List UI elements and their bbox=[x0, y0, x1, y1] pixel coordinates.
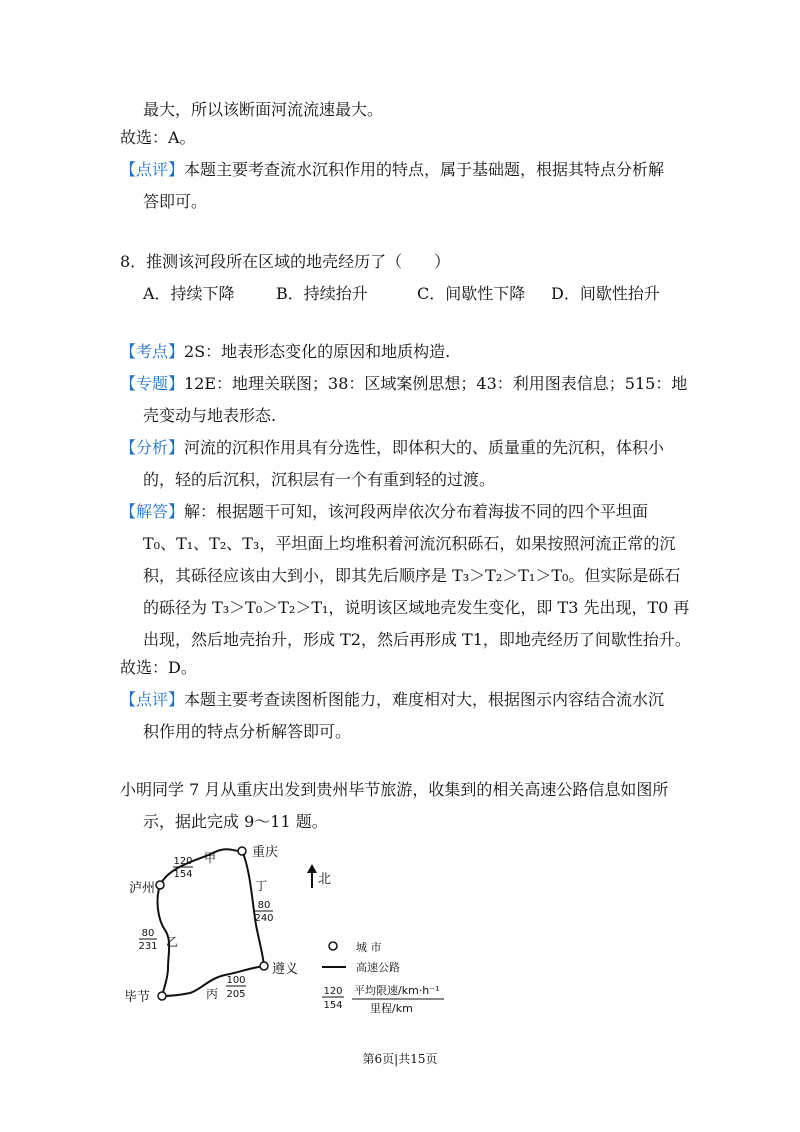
highway-ding bbox=[242, 851, 264, 966]
fenxi-cont: 的，轻的后沉积，沉积层有一个有重到轻的过渡。 bbox=[143, 470, 496, 489]
dianping-cont: 积作用的特点分析解答即可。 bbox=[143, 722, 352, 741]
fenxi-text: 河流的沉积作用具有分选性，即体积大的、质量重的先沉积，体积小 bbox=[184, 438, 665, 457]
comment-text: 本题主要考查流水沉积作用的特点，属于基础题，根据其特点分析解 bbox=[184, 160, 665, 179]
intro-line: 小明同学 7 月从重庆出发到贵州毕节旅游，收集到的相关高速公路信息如图所 bbox=[120, 780, 669, 799]
jieda-text: 解：根据题干可知，该河段两岸依次分布着海拔不同的四个平坦面 bbox=[184, 502, 649, 521]
zhuanti-text: 12E：地理关联图；38：区域案例思想；43：利用图表信息；515：地 bbox=[184, 374, 688, 393]
jia-dist: 154 bbox=[173, 869, 193, 880]
q8-stem: 8．推测该河段所在区域的地壳经历了（ ） bbox=[120, 252, 451, 271]
legend-distance-label: 里程/km bbox=[370, 1002, 413, 1015]
jieda-tag: 【解答】 bbox=[120, 502, 185, 521]
segment-bing-label: 丙 bbox=[206, 987, 219, 1001]
jieda-line4: 的砾径为 T₃＞T₀＞T₂＞T₁，说明该区域地壳发生变化，即 T3 先出现，T0 再 bbox=[143, 598, 690, 617]
segment-ding-label: 丁 bbox=[255, 879, 268, 893]
city-bijie-marker bbox=[158, 992, 166, 1000]
legend-highway-label: 高速公路 bbox=[356, 961, 400, 974]
ding-dist: 240 bbox=[254, 913, 274, 924]
segment-yi-label: 乙 bbox=[166, 935, 179, 949]
city-chongqing-label: 重庆 bbox=[252, 845, 279, 860]
kaodian-text: 2S：地表形态变化的原因和地质构造. bbox=[184, 342, 451, 361]
ding-speed: 80 bbox=[257, 900, 271, 911]
jia-speed: 120 bbox=[173, 856, 193, 867]
highway-bing bbox=[162, 966, 264, 996]
q8-answer: 故选：D。 bbox=[120, 658, 197, 677]
prev-comment bbox=[120, 160, 664, 180]
jieda-line3: 积，其砾径应该由大到小，即其先后顺序是 T₃＞T₂＞T₁＞T₀。但实际是砾石 bbox=[143, 566, 681, 585]
north-arrow-icon bbox=[307, 864, 317, 888]
q8-option-a: A．持续下降 bbox=[143, 284, 235, 303]
yi-dist: 231 bbox=[138, 941, 158, 952]
jieda-line5: 出现，然后地壳抬升，形成 T2，然后再形成 T1，即地壳经历了间歇性抬升。 bbox=[143, 630, 691, 649]
highway-jia bbox=[160, 849, 242, 885]
north-label: 北 bbox=[318, 872, 332, 887]
dianping bbox=[120, 690, 664, 710]
bing-speed: 100 bbox=[226, 975, 246, 986]
dianping-tag: 【点评】 bbox=[120, 690, 185, 709]
legend-example-speed: 120 bbox=[323, 986, 343, 997]
zhuanti-tag: 【专题】 bbox=[120, 374, 185, 393]
city-chongqing-marker bbox=[238, 847, 246, 855]
city-luzhou-label: 泸州 bbox=[129, 881, 156, 896]
comment-tag: 【点评】 bbox=[120, 160, 185, 179]
legend-city-label: 城 市 bbox=[356, 941, 382, 954]
segment-jia-label: 甲 bbox=[204, 851, 217, 865]
q8-option-c: C．间歇性下降 bbox=[417, 284, 526, 303]
legend-example-dist: 154 bbox=[323, 1000, 343, 1011]
zhuanti-cont: 壳变动与地表形态. bbox=[143, 406, 277, 425]
page-footer: 第6页|共15页 bbox=[362, 1052, 438, 1066]
legend-city-icon bbox=[329, 942, 337, 950]
jieda-line2: T₀、T₁、T₂、T₃，平坦面上均堆积着河流沉积砾石，如果按照河流正常的沉 bbox=[143, 534, 676, 553]
city-bijie-label: 毕节 bbox=[124, 990, 151, 1005]
fenxi bbox=[120, 438, 664, 458]
zhuanti bbox=[120, 374, 687, 394]
highway-yi bbox=[158, 885, 170, 996]
kaodian bbox=[120, 342, 450, 362]
yi-speed: 80 bbox=[141, 928, 155, 939]
city-zunyi-label: 遵义 bbox=[272, 962, 299, 977]
bing-dist: 205 bbox=[226, 989, 246, 1000]
city-luzhou-marker bbox=[156, 881, 164, 889]
prev-comment-cont: 答即可。 bbox=[143, 192, 208, 211]
q8-option-b: B．持续抬升 bbox=[276, 284, 368, 303]
prev-answer: 故选：A。 bbox=[120, 128, 196, 147]
prev-text-line: 最大，所以该断面河流流速最大。 bbox=[143, 100, 384, 119]
legend-speed-label: 平均限速/km·h⁻¹ bbox=[354, 984, 440, 997]
jieda bbox=[120, 502, 648, 522]
city-zunyi-marker bbox=[260, 962, 268, 970]
dianping-text: 本题主要考查读图析图能力，难度相对大，根据图示内容结合流水沉 bbox=[184, 690, 665, 709]
kaodian-tag: 【考点】 bbox=[120, 342, 185, 361]
intro-line2: 示，据此完成 9～11 题。 bbox=[143, 812, 328, 831]
fenxi-tag: 【分析】 bbox=[120, 438, 185, 457]
q8-option-d: D．间歇性抬升 bbox=[551, 284, 660, 303]
